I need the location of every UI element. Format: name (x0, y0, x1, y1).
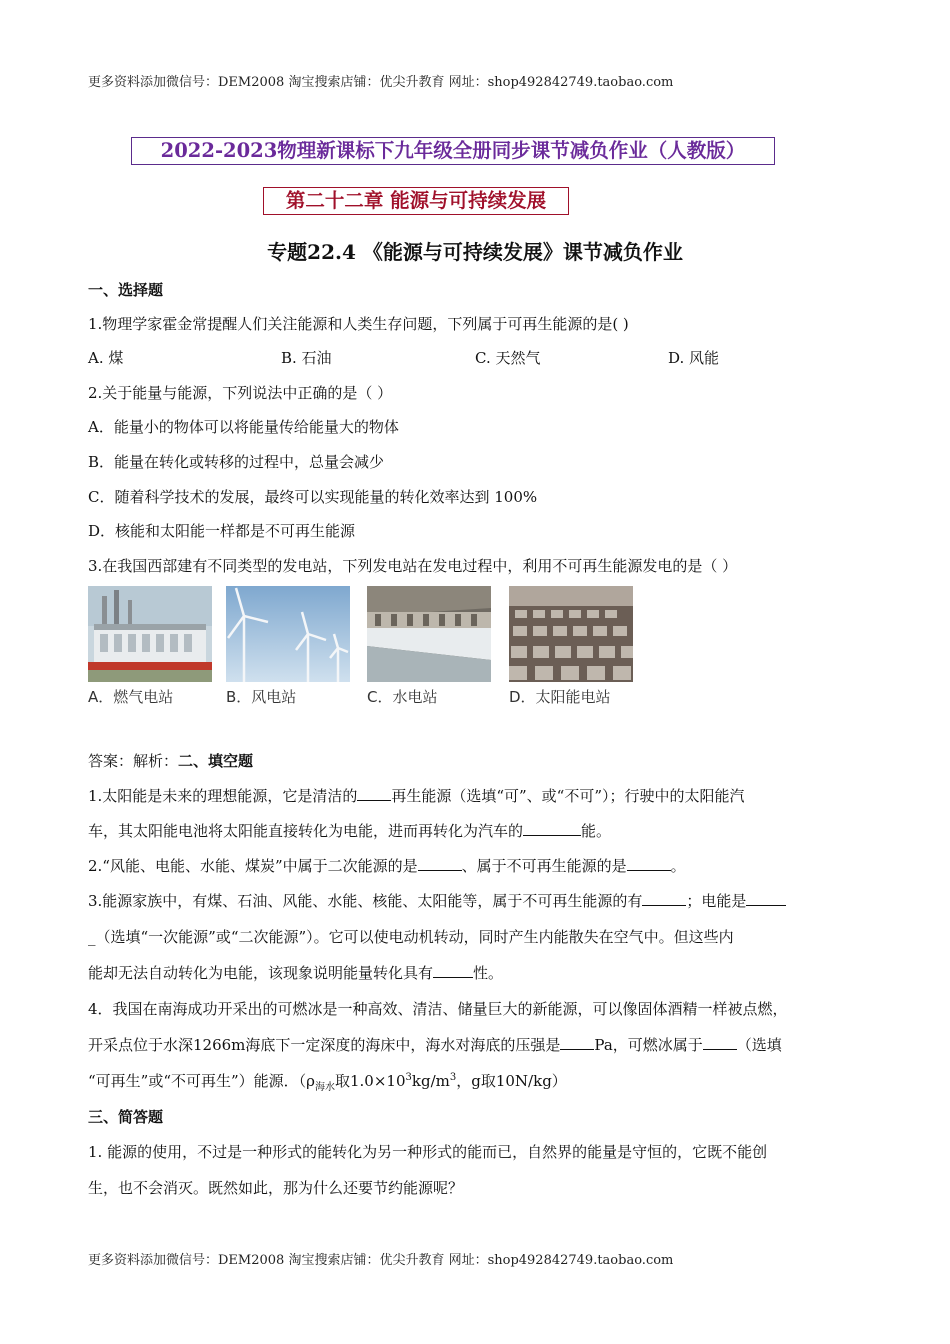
answer-blank[interactable] (627, 856, 671, 871)
fill-q2-line (88, 855, 686, 876)
answer-blank[interactable] (357, 786, 391, 801)
q3-text: 3.在我国西部建有不同类型的发电站，下列发电站在发电过程中，利用不可再生能源发电的是（ ） (88, 557, 738, 575)
fill-q1-text-a: 1.太阳能是未来的理想能源，它是清洁的 (88, 787, 358, 805)
q1-option-d: D. 风能 (668, 349, 720, 367)
fill-q1-line2 (88, 820, 611, 841)
topic-title: 专题22.4 《能源与可持续发展》课节减负作业 (267, 240, 683, 264)
fill-q1-text-c: 车，其太阳能电池将太阳能直接转化为电能，进而再转化为汽车的 (88, 822, 524, 840)
fill-q4-text-e: “可再生”或“不可再生”）能源．（ρ (88, 1072, 315, 1090)
answer-blank[interactable] (703, 1035, 737, 1050)
q3-image-caption-d: D．太阳能电站 (509, 688, 611, 706)
essay-q1-line2: 生，也不会消灭。既然如此，那为什么还要节约能源呢？ (88, 1179, 464, 1197)
page-footer: 更多资料添加微信号：DEM2008 淘宝搜索店铺：优尖升教育 网址：shop492842749.taobao.com (88, 1253, 674, 1268)
gas-power-station-image (88, 586, 212, 716)
q3-image-caption-c: C．水电站 (367, 688, 438, 706)
answer-blank[interactable] (433, 963, 473, 978)
answer-line (88, 750, 253, 771)
fill-q4-text-h: ，g取10N/kg） (456, 1072, 567, 1090)
fill-q1-text-d: 能。 (581, 822, 612, 840)
hydro-power-station-image (367, 586, 491, 716)
fill-q2-text-c: 。 (670, 857, 686, 875)
q2-text: 2.关于能量与能源，下列说法中正确的是（ ） (88, 384, 393, 402)
fill-q3-text-e: 性。 (473, 964, 504, 982)
fill-q3-line2: _（选填“一次能源”或“二次能源”）。它可以使电动机转动，同时产生内能散失在空气中。但这些内 (88, 928, 734, 946)
rho-subscript: 海水 (315, 1082, 335, 1093)
wind-power-station-image (226, 586, 350, 716)
section-fill-heading: 二、填空题 (178, 752, 254, 770)
fill-q4-text-b: 开采点位于水深1266m海底下一定深度的海床中，海水对海底的压强是 (88, 1036, 561, 1054)
fill-q3-line3 (88, 962, 503, 983)
fill-q4-line2 (88, 1034, 782, 1055)
q1-option-c: C. 天然气 (475, 349, 541, 367)
section-essay-heading: 三、简答题 (88, 1108, 164, 1126)
q2-option-b: B．能量在转化或转移的过程中，总量会减少 (88, 453, 385, 471)
exponent: 3 (405, 1072, 412, 1083)
fill-q4-line1: 4．我国在南海成功开采出的可燃冰是一种高效、清洁、储量巨大的新能源，可以像固体酒精一样被点燃， (88, 1000, 788, 1018)
answer-blank[interactable] (523, 821, 581, 836)
fill-q4-line3 (88, 1070, 567, 1093)
answer-blank[interactable] (746, 891, 786, 906)
q1-option-b: B. 石油 (281, 349, 332, 367)
q1-option-a: A. 煤 (88, 349, 124, 367)
q1-text: 1.物理学家霍金常提醒人们关注能源和人类生存问题，下列属于可再生能源的是( ) (88, 315, 629, 333)
section-choice-heading: 一、选择题 (88, 281, 164, 299)
solar-power-station-image (509, 586, 633, 716)
q2-option-d: D．核能和太阳能一样都是不可再生能源 (88, 522, 356, 540)
page-header: 更多资料添加微信号：DEM2008 淘宝搜索店铺：优尖升教育 网址：shop492842749.taobao.com (88, 75, 674, 90)
fill-q2-text-b: 、属于不可再生能源的是 (461, 857, 627, 875)
chapter-title: 第二十二章 能源与可持续发展 (263, 187, 569, 215)
fill-q4-text-g: kg/m (411, 1072, 450, 1090)
q3-image-caption-b: B．风电站 (226, 688, 297, 706)
series-title: 2022-2023物理新课标下九年级全册同步课节减负作业（人教版） (131, 137, 775, 165)
fill-q3-line1 (88, 890, 786, 911)
fill-q4-text-f: 取1.0×10 (335, 1072, 406, 1090)
fill-q3-text-d: 能却无法自动转化为电能，该现象说明能量转化具有 (88, 964, 434, 982)
fill-q4-text-c: Pa，可燃冰属于 (594, 1036, 703, 1054)
fill-q4-text-d: （选填 (736, 1036, 782, 1054)
answer-blank[interactable] (560, 1035, 594, 1050)
essay-q1-line1: 1. 能源的使用，不过是一种形式的能转化为另一种形式的能而已，自然界的能量是守恒的，它既不能创 (88, 1143, 768, 1161)
fill-q3-text-b: ；电能是 (686, 892, 747, 910)
fill-q1-text-b: 再生能源（选填“可”、或“不可”）；行驶中的太阳能汽 (391, 787, 745, 805)
fill-q2-text-a: 2.“风能、电能、水能、煤炭”中属于二次能源的是 (88, 857, 418, 875)
q2-option-c: C．随着科学技术的发展，最终可以实现能量的转化效率达到 100% (88, 488, 538, 506)
fill-q3-text-a: 3.能源家族中，有煤、石油、风能、水能、核能、太阳能等，属于不可再生能源的有 (88, 892, 643, 910)
fill-q1-line1 (88, 785, 745, 806)
q2-option-a: A．能量小的物体可以将能量传给能量大的物体 (88, 418, 399, 436)
answer-label: 答案：解析： (88, 752, 179, 770)
q3-image-caption-a: A．燃气电站 (88, 688, 174, 706)
answer-blank[interactable] (418, 856, 462, 871)
answer-blank[interactable] (642, 891, 686, 906)
unit-exponent: 3 (449, 1072, 457, 1083)
